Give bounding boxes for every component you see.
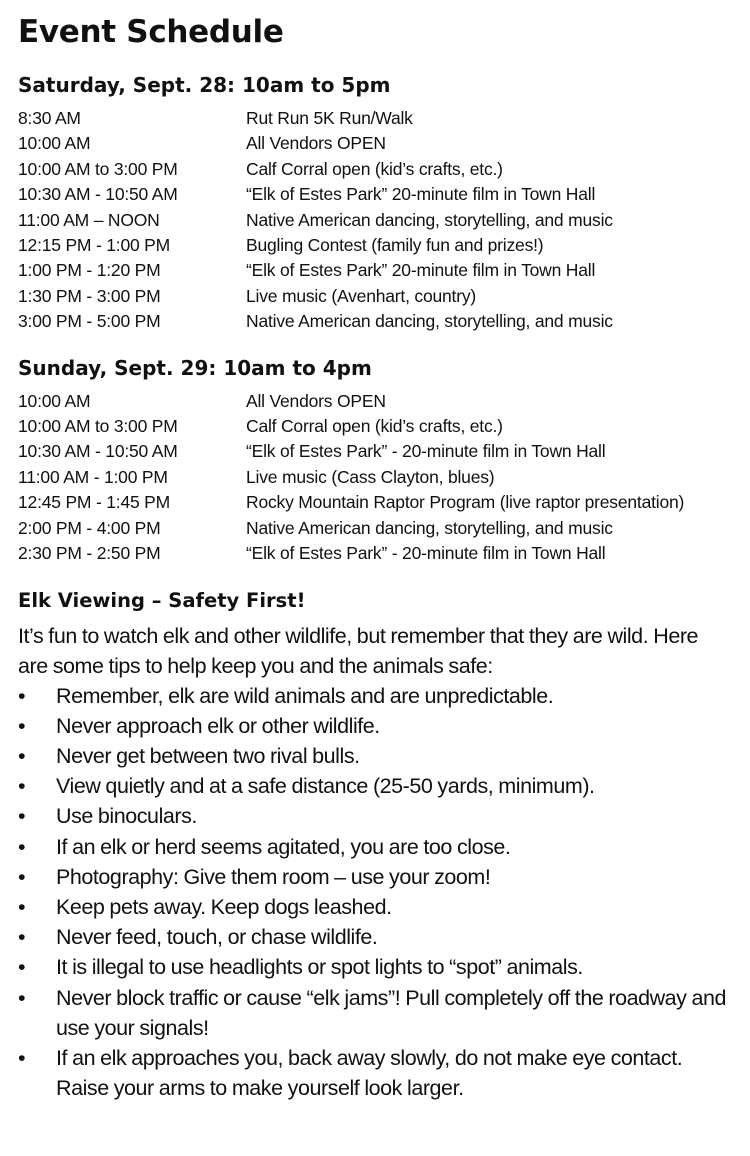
tip-text: If an elk approaches you, back away slowly, do not make eye contact. Raise your arms to make yourself look larger. <box>56 1045 683 1101</box>
bullet-icon: • <box>18 834 26 859</box>
sunday-heading: Sunday, Sept. 29: 10am to 4pm <box>18 355 372 380</box>
event-time: 11:00 AM - 1:00 PM <box>18 466 168 487</box>
saturday-schedule <box>18 106 732 335</box>
list-item <box>18 741 732 771</box>
schedule-row <box>18 309 732 334</box>
bullet-icon: • <box>18 925 26 950</box>
schedule-row <box>18 258 732 283</box>
list-item <box>18 892 732 922</box>
event-description: Native American dancing, storytelling, and music <box>246 209 613 230</box>
event-description: Rut Run 5K Run/Walk <box>246 108 413 128</box>
bullet-icon: • <box>18 985 26 1010</box>
event-time: 2:00 PM - 4:00 PM <box>18 517 161 538</box>
safety-heading: Elk Viewing – Safety First! <box>18 588 306 612</box>
bullet-icon: • <box>18 774 26 799</box>
list-item <box>18 681 732 711</box>
event-description: Rocky Mountain Raptor Program (live raptor presentation) <box>246 492 685 513</box>
event-time: 1:30 PM - 3:00 PM <box>18 285 161 306</box>
schedule-row <box>18 541 732 566</box>
tip-text: View quietly and at a safe distance (25-50 yards, minimum). <box>56 774 595 799</box>
schedule-row <box>18 233 732 258</box>
event-description: Calf Corral open (kid’s crafts, etc.) <box>246 416 503 437</box>
event-time: 10:30 AM - 10:50 AM <box>18 184 178 205</box>
list-item <box>18 832 732 862</box>
bullet-icon: • <box>18 804 26 829</box>
saturday-heading: Saturday, Sept. 28: 10am to 5pm <box>18 73 391 97</box>
bullet-icon: • <box>18 1045 26 1070</box>
tip-text: Keep pets away. Keep dogs leashed. <box>56 894 392 919</box>
list-item <box>18 922 732 952</box>
event-time: 3:00 PM - 5:00 PM <box>18 311 161 332</box>
event-description: Calf Corral open (kid’s crafts, etc.) <box>246 158 503 179</box>
list-item <box>18 952 732 982</box>
event-description: “Elk of Estes Park” - 20-minute film in Town Hall <box>246 543 606 564</box>
schedule-row <box>18 208 732 233</box>
tip-text: Remember, elk are wild animals and are unpredictable. <box>56 683 554 708</box>
schedule-row <box>18 516 732 541</box>
event-time: 8:30 AM <box>18 108 81 128</box>
event-description: “Elk of Estes Park” - 20-minute film in Town Hall <box>246 441 606 462</box>
tip-text: Never get between two rival bulls. <box>56 743 360 768</box>
page-title: Event Schedule <box>18 14 284 50</box>
tip-text: It is illegal to use headlights or spot lights to “spot” animals. <box>56 955 583 980</box>
event-description: All Vendors OPEN <box>246 133 386 154</box>
schedule-row <box>18 439 732 464</box>
tip-text: Never block traffic or cause “elk jams”! Pull completely off the roadway and use your signals! <box>56 985 727 1040</box>
bullet-icon: • <box>18 894 26 919</box>
event-description: Native American dancing, storytelling, and music <box>246 517 613 538</box>
list-item <box>18 801 732 831</box>
event-description: Live music (Cass Clayton, blues) <box>246 466 495 487</box>
bullet-icon: • <box>18 743 26 768</box>
safety-intro: It’s fun to watch elk and other wildlife, but remember that they are wild. Here are some tips to help keep you and the animals safe: <box>18 623 699 678</box>
event-time: 12:45 PM - 1:45 PM <box>18 492 171 513</box>
bullet-icon: • <box>18 955 26 980</box>
schedule-row <box>18 106 732 131</box>
tip-text: Never feed, touch, or chase wildlife. <box>56 925 378 950</box>
sunday-schedule <box>18 389 732 567</box>
event-time: 2:30 PM - 2:50 PM <box>18 543 161 564</box>
list-item <box>18 983 732 1043</box>
event-time: 12:15 PM - 1:00 PM <box>18 235 171 256</box>
event-description: All Vendors OPEN <box>246 390 386 411</box>
tip-text: If an elk or herd seems agitated, you are too close. <box>56 834 511 859</box>
bullet-icon: • <box>18 864 26 889</box>
tip-text: Never approach elk or other wildlife. <box>56 713 380 738</box>
event-description: “Elk of Estes Park” 20-minute film in Town Hall <box>246 260 596 281</box>
event-description: “Elk of Estes Park” 20-minute film in Town Hall <box>246 184 596 205</box>
bullet-icon: • <box>18 683 26 708</box>
list-item <box>18 771 732 801</box>
event-time: 10:00 AM to 3:00 PM <box>18 416 178 437</box>
schedule-row <box>18 182 732 207</box>
schedule-row <box>18 465 732 490</box>
schedule-row <box>18 131 732 156</box>
event-time: 10:00 AM to 3:00 PM <box>18 158 178 179</box>
event-time: 10:00 AM <box>18 390 91 411</box>
tip-text: Use binoculars. <box>56 804 197 829</box>
event-time: 11:00 AM – NOON <box>18 209 160 230</box>
event-description: Bugling Contest (family fun and prizes!) <box>246 235 544 256</box>
event-description: Native American dancing, storytelling, and music <box>246 311 613 332</box>
schedule-row <box>18 490 732 515</box>
event-time: 1:00 PM - 1:20 PM <box>18 260 161 281</box>
schedule-row <box>18 389 732 414</box>
list-item <box>18 862 732 892</box>
event-time: 10:00 AM <box>18 133 91 154</box>
bullet-icon: • <box>18 713 26 738</box>
tip-text: Photography: Give them room – use your zoom! <box>56 864 491 889</box>
list-item <box>18 711 732 741</box>
safety-tips-list <box>18 681 732 1104</box>
schedule-row <box>18 284 732 309</box>
event-time: 10:30 AM - 10:50 AM <box>18 441 178 462</box>
schedule-row <box>18 414 732 439</box>
list-item <box>18 1043 732 1103</box>
event-description: Live music (Avenhart, country) <box>246 285 477 306</box>
schedule-row <box>18 157 732 182</box>
